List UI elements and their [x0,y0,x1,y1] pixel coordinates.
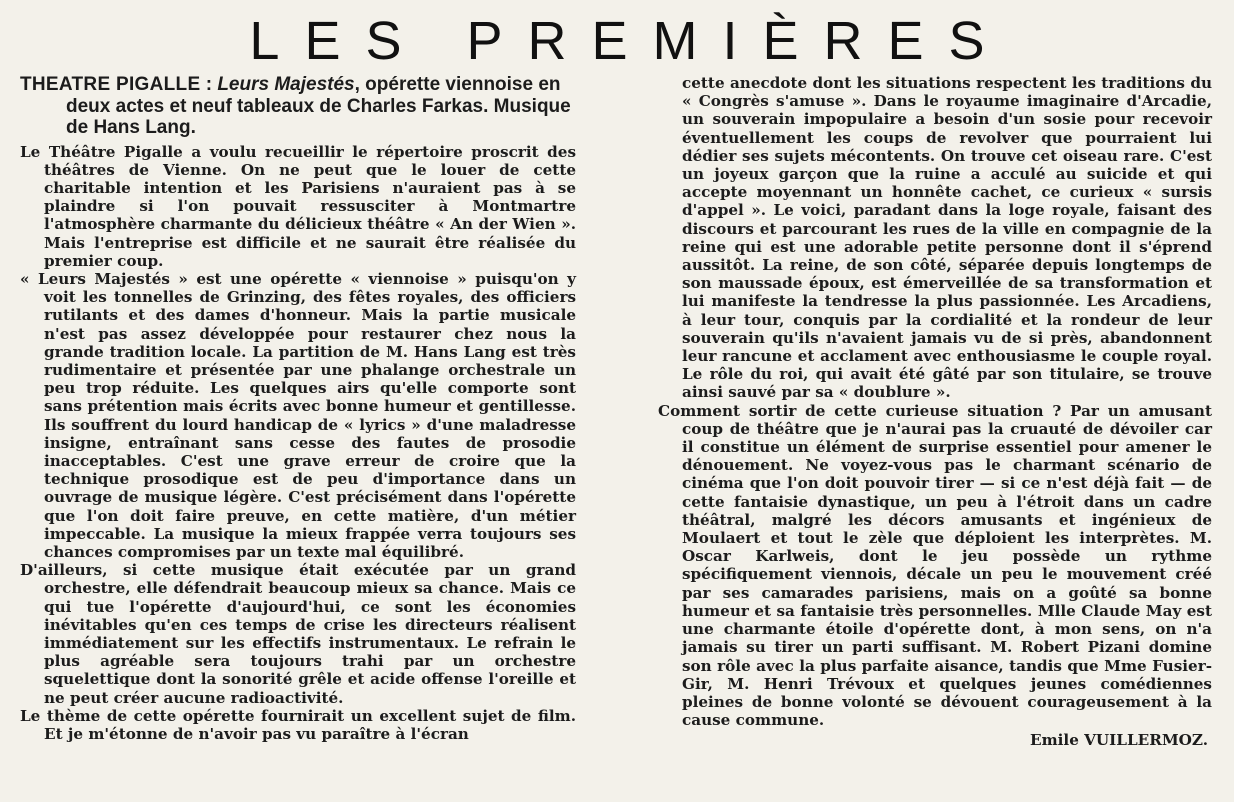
paragraph-plot-continuation: cette anecdote dont les situations respectent les traditions du « Congrès s'amuse ». Dans le royaume imaginaire d'Arcadie, un souverain impopulaire a besoin d'un sosie pour recevoir éventuellement les coups de revolver que pourraient lui dédier ses sujets mécontents. On trouve cet oiseau rare. C'est un joyeux garçon que la ruine a acculé au suicide et qui accepte moyennant un honnête cachet, ce curieux « sursis d'appel ». Le voici, paradant dans la loge royale, faisant des discours et parcourant les rues de la ville en compagnie de la reine qui est une adorable petite personne dont il s'éprend aussitôt. La reine, de son côté, séparée depuis longtemps de son maussade époux, est émerveillée de sa transformation et lui manifeste la tendresse la plus passionnée. Les Arcadiens, à leur tour, conquis par la cordialité et la rondeur de leur souverain qu'ils n'avaient jamais vu de si près, abandonnent leur rancune et acclament avec enthousiasme le couple royal. Le rôle du roi, qui avait été gâté par son titulaire, se trouve ainsi sauvé par sa « doublure ». [682,74,1212,402]
author-signature: Emile VUILLERMOZ. [1030,731,1208,750]
paragraph-performers: Comment sortir de cette curieuse situation ? Par un amusant coup de théâtre que je n'aurai pas la cruauté de dévoiler car il constitue un élément de surprise essentiel pour amener le dénouement. Ne voyez-vous pas le charmant scénario de cinéma que l'on doit pouvoir tirer — si ce n'est déjà fait — de cette fantaisie dynastique, un peu à l'étroit dans un cadre théâtral, malgré les décors amusants et ingénieux de Moulaert et tout le zèle que déploient les interprètes. M. Oscar Karlweis, dont le jeu possède un rythme spécifiquement viennois, décale un peu le mouvement créé par ses camarades parisiens, mais on a goûté sa bonne humeur et sa fantaisie très personnelles. Mlle Claude May est une charmante étoile d'opérette dont, à mon sens, on n'a jamais su tirer un parti suffisant. M. Robert Pizani domine son rôle avec la plus parfaite aisance, tandis que Mme Fusier-Gir, M. Henri Trévoux et quelques jeunes comédiennes pleines de bonne volonté se dévouent courageusement à la cause commune. [658,401,1212,730]
article-headline [20,74,576,139]
headline-venue: THEATRE PIGALLE [20,74,201,95]
headline-description: , opérette viennoise en deux actes et neuf tableaux de Charles Farkas. Musique de Hans Lang. [66,74,571,138]
right-column [658,74,1212,750]
masthead-title: LES PREMIÈRES [249,11,1010,71]
paragraph-music: « Leurs Majestés » est une opérette « viennoise » puisqu'on y voit les tonnelles de Grinzing, des fêtes royales, des officiers rutilants et des dames d'honneur. Mais la partie musicale n'est pas assez développée pour restaurer chez nous la grande tradition locale. La partition de M. Hans Lang est très rudimentaire et présentée par une phalange orchestrale un peu trop réduite. Les quelques airs qu'elle comporte sont sans prétention mais écrits avec bonne humeur et gentillesse. Ils souffrent du lourd handicap de « lyrics » d'une maladresse insigne, entraînant sans cesse des fautes de prosodie inacceptables. C'est une grave erreur de croire que la technique prosodique est de peu d'importance dans un ouvrage de musique légère. C'est précisément dans l'opérette que l'on doit faire preuve, en cette matière, d'un métier impeccable. La musique la mieux frappée verra toujours ses chances compromises par un texte mal équilibré. [20,269,576,561]
paragraph-orchestra: D'ailleurs, si cette musique était exécutée par un grand orchestre, elle défendrait beaucoup mieux sa chance. Mais ce qui tue l'opérette d'aujourd'hui, ce sont les économies inévitables qu'en ces temps de crise les directeurs réalisent immédiatement sur les effectifs instrumentaux. Le refrain le plus agréable sera toujours trahi par un orchestre squelettique dont la sonorité grêle et acide offense l'oreille et ne peut créer aucune radioactivité. [20,561,576,707]
left-column [20,74,576,743]
paragraph-theme: Le thème de cette opérette fournirait un excellent sujet de film. Et je m'étonne de n'avoir pas vu paraître à l'écran [20,706,576,743]
paragraph-intro: Le Théâtre Pigalle a voulu recueillir le répertoire proscrit des théâtres de Vienne. On ne peut que le louer de cette charitable intention et les Parisiens n'auraient pas à se plaindre si l'on pouvait ressusciter à Montmartre l'atmosphère charmante du délicieux théâtre « An der Wien ». Mais l'entreprise est difficile et ne saurait être réalisée du premier coup. [20,142,576,270]
headline-play-title: Leurs Majestés [217,74,355,95]
headline-separator: : [200,74,218,95]
